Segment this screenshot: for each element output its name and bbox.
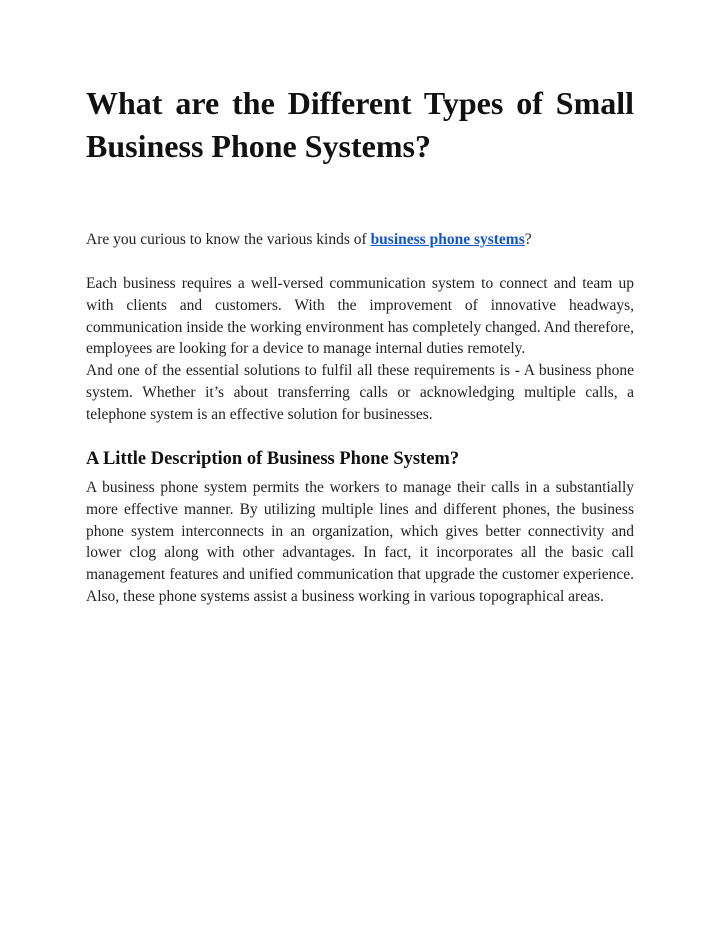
intro-text: Are you curious to know the various kinds of [86, 231, 371, 248]
body-paragraph-1: Each business requires a well-versed communication system to connect and team up with clients and customers. With the improvement of innovative headways, communication inside the working environment has completely changed. And therefore, employees are looking for a device to manage internal duties remotely. [86, 275, 634, 358]
body-paragraph-2: And one of the essential solutions to fulfil all these requirements is - A business phone system. Whether it’s about transferring calls or acknowledging multiple calls, a telephone system is an effective solution for businesses. [86, 362, 634, 423]
business-phone-systems-link[interactable]: business phone systems [370, 231, 525, 248]
body-paragraph-1-block [86, 273, 634, 426]
intro-paragraph [86, 229, 634, 251]
section-heading: A Little Description of Business Phone System? [86, 449, 460, 469]
body-paragraph-3: A business phone system permits the workers to manage their calls in a substantially more effective manner. By utilizing multiple lines and different phones, the business phone system interconnects in an organization, which gives better connectivity and lower clog along with other advantages. In fact, it incorporates all the basic call management features and unified communication that upgrade the customer experience. Also, these phone systems assist a business working in various topographical areas. [86, 479, 634, 605]
intro-question-mark: ? [524, 231, 532, 248]
page-title: What are the Different Types of Small Business Phone Systems? [86, 85, 634, 164]
